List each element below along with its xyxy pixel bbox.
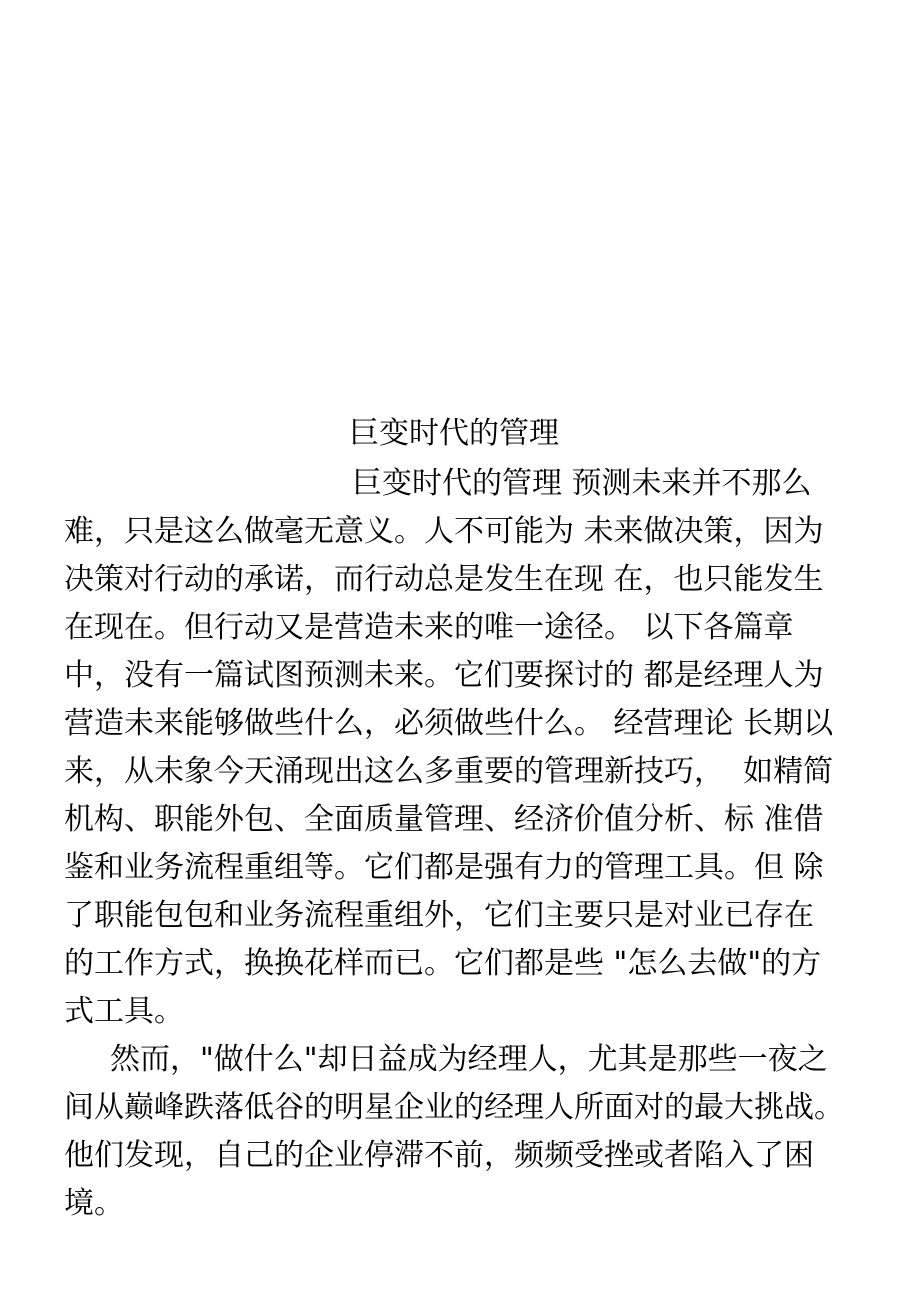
paragraph-line: 巨变时代的管理 预测未来并不那么 xyxy=(352,466,812,501)
paragraph-line: 然而，"做什么"却日益成为经理人，尤其是那些一夜之 xyxy=(110,1042,828,1077)
paragraph-line: 式工具。 xyxy=(64,994,184,1029)
paragraph-line: 间从巅峰跌落低谷的明星企业的经理人所面对的最大挑战。 xyxy=(64,1090,844,1125)
paragraph-line: 来，从未象今天涌现出这么多重要的管理新技巧， 如精简 xyxy=(64,754,834,789)
paragraph-line: 机构、职能外包、全面质量管理、经济价值分析、标 准借 xyxy=(64,802,824,837)
paragraph-line: 决策对行动的承诺，而行动总是发生在现 在，也只能发生 xyxy=(64,562,824,597)
paragraph-line: 了职能包包和业务流程重组外，它们主要只是对业已存在 xyxy=(64,898,814,933)
document-title: 巨变时代的管理 xyxy=(349,416,559,451)
paragraph-line: 鉴和业务流程重组等。它们都是强有力的管理工具。但 除 xyxy=(64,850,824,885)
paragraph-line: 营造未来能够做些什么，必须做些什么。 经营理论 长期以 xyxy=(64,706,834,741)
paragraph-line: 的工作方式，换换花样而已。它们都是些 "怎么去做"的方 xyxy=(64,946,822,981)
paragraph-line: 在现在。但行动又是营造未来的唯一途径。 以下各篇章 xyxy=(64,610,794,645)
paragraph-line: 境。 xyxy=(64,1186,124,1221)
paragraph-line: 他们发现，自己的企业停滞不前，频频受挫或者陷入了困 xyxy=(64,1138,814,1173)
paragraph-line: 难，只是这么做毫无意义。人不可能为 未来做决策，因为 xyxy=(64,514,824,549)
paragraph-line: 中，没有一篇试图预测未来。它们要探讨的 都是经理人为 xyxy=(64,658,824,693)
